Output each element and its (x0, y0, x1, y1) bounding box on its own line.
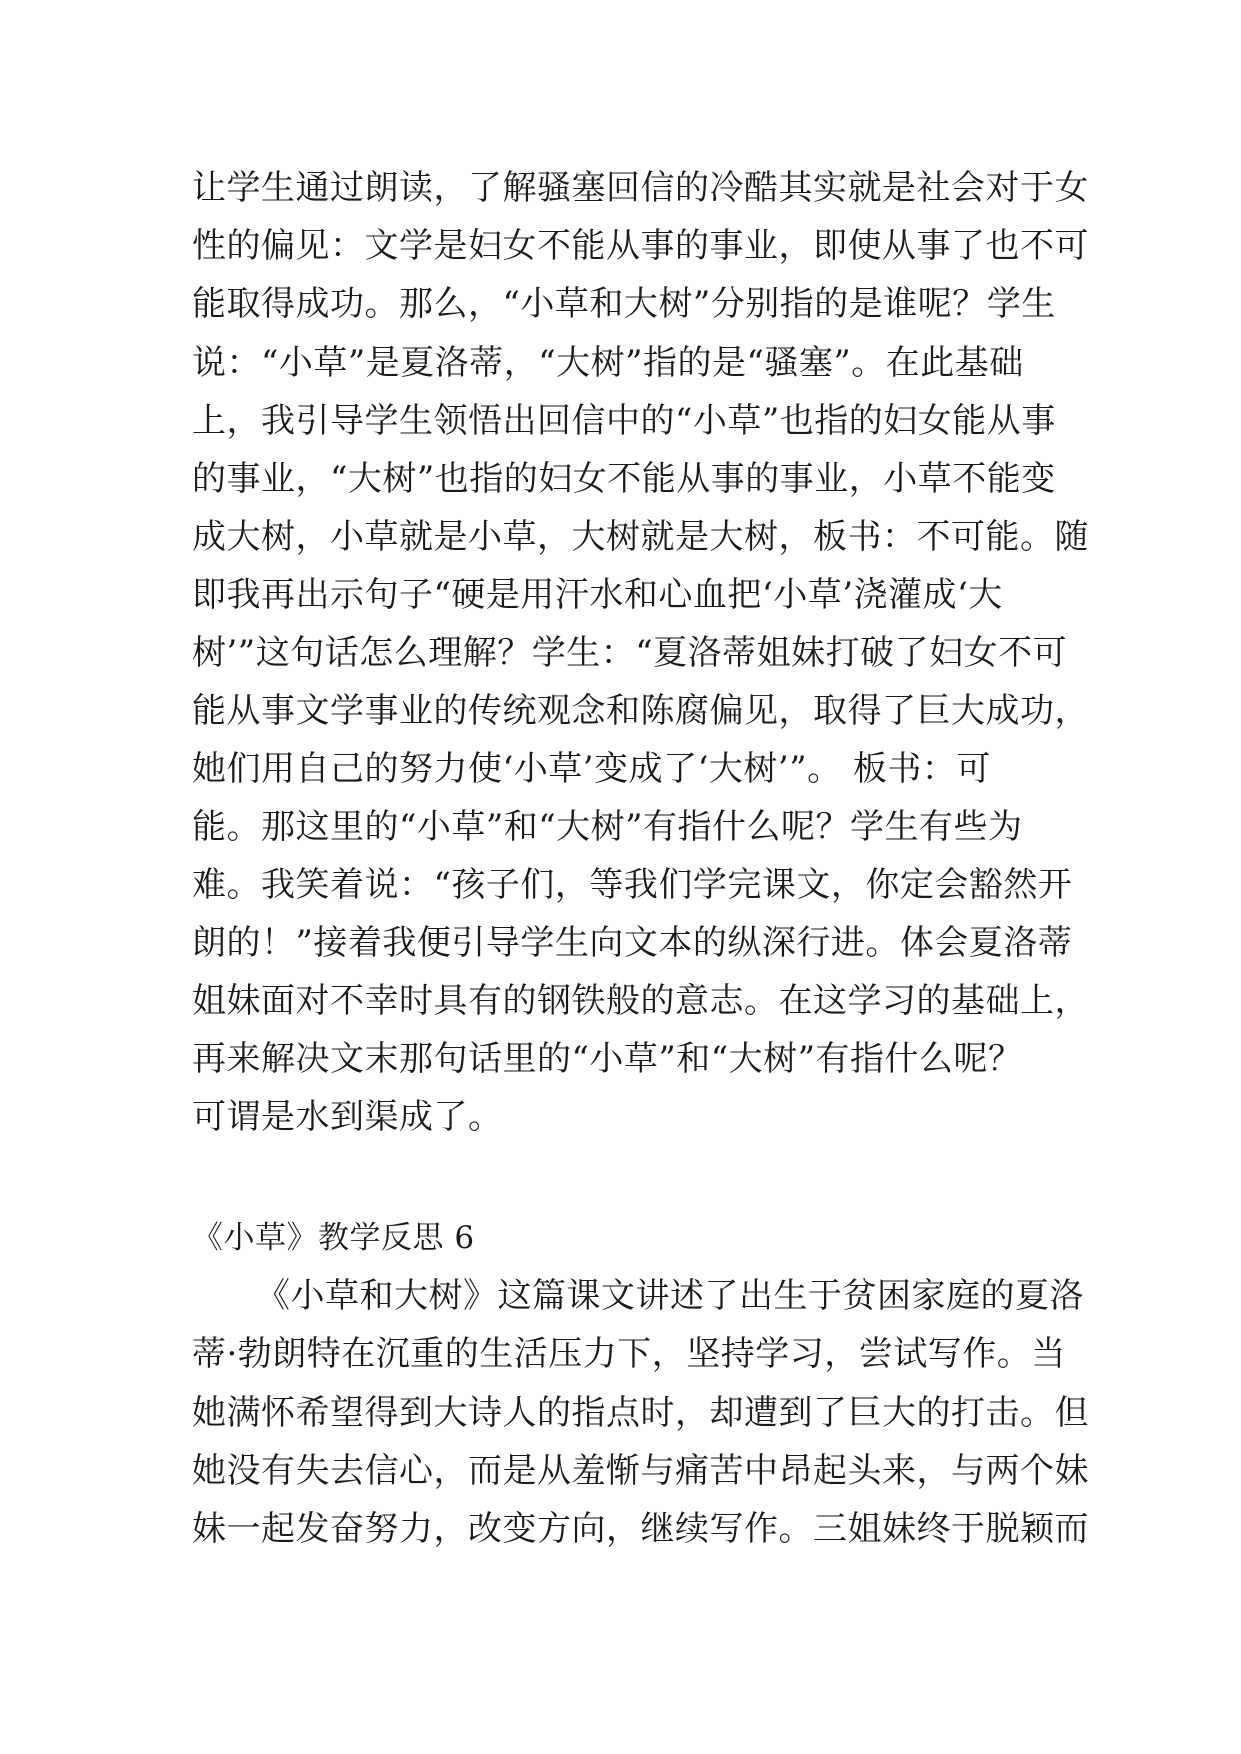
paragraph-1-line: 难。我笑着说：“孩子们，等我们学完课文，你定会豁然开 (192, 865, 1073, 905)
paragraph-2-line: 她满怀希望得到大诗人的指点时，却遭到了巨大的打击。但 (192, 1393, 1089, 1433)
paragraph-1-line: 她们用自己的努力使‘小草’变成了‘大树’”。 板书：可 (192, 749, 991, 789)
paragraph-1-line: 树’”这句话怎么理解？学生：“夏洛蒂姐妹打破了妇女不可 (192, 633, 1068, 673)
paragraph-2-line: 妹一起发奋努力，改变方向，继续写作。三姐妹终于脱颖而 (192, 1509, 1089, 1549)
section-heading: 《小草》教学反思 6 (192, 1220, 475, 1256)
paragraph-1-line: 上，我引导学生领悟出回信中的“小草”也指的妇女能从事 (192, 401, 1056, 441)
paragraph-1-line: 能取得成功。那么，“小草和大树”分别指的是谁呢？学生 (192, 284, 1056, 324)
paragraph-1-line: 再来解决文末那句话里的“小草”和“大树”有指什么呢？ (192, 1039, 1023, 1079)
paragraph-1-line: 成大树，小草就是小草，大树就是大树，板书：不可能。随 (192, 517, 1089, 557)
paragraph-1-line: 朗的！”接着我便引导学生向文本的纵深行进。体会夏洛蒂 (192, 923, 1073, 963)
paragraph-2-line: 《小草和大树》这篇课文讲述了出生于贫困家庭的夏洛 (256, 1276, 1084, 1316)
paragraph-1-line: 的事业，“大树”也指的妇女不能从事的事业，小草不能变 (192, 459, 1056, 499)
paragraph-1-line: 能。那这里的“小草”和“大树”有指什么呢？学生有些为 (192, 807, 1023, 847)
paragraph-1-line: 姐妹面对不幸时具有的钢铁般的意志。在这学习的基础上， (192, 981, 1089, 1021)
paragraph-1-line: 即我再出示句子“硬是用汗水和心血把‘小草’浇灌成‘大 (192, 575, 1003, 615)
paragraph-2-line: 她没有失去信心，而是从羞惭与痛苦中昂起头来，与两个妹 (192, 1451, 1089, 1491)
paragraph-1-line: 能从事文学事业的传统观念和陈腐偏见，取得了巨大成功， (192, 691, 1089, 731)
paragraph-1-line: 可谓是水到渠成了。 (192, 1097, 503, 1137)
paragraph-2-line: 蒂·勃朗特在沉重的生活压力下，坚持学习，尝试写作。当 (192, 1334, 1066, 1374)
paragraph-1-line: 说：“小草”是夏洛蒂，“大树”指的是“骚塞”。在此基础 (192, 343, 1024, 383)
paragraph-1-line: 让学生通过朗读，了解骚塞回信的冷酷其实就是社会对于女 (192, 168, 1089, 208)
paragraph-1-line: 性的偏见：文学是妇女不能从事的事业，即使从事了也不可 (192, 226, 1089, 266)
